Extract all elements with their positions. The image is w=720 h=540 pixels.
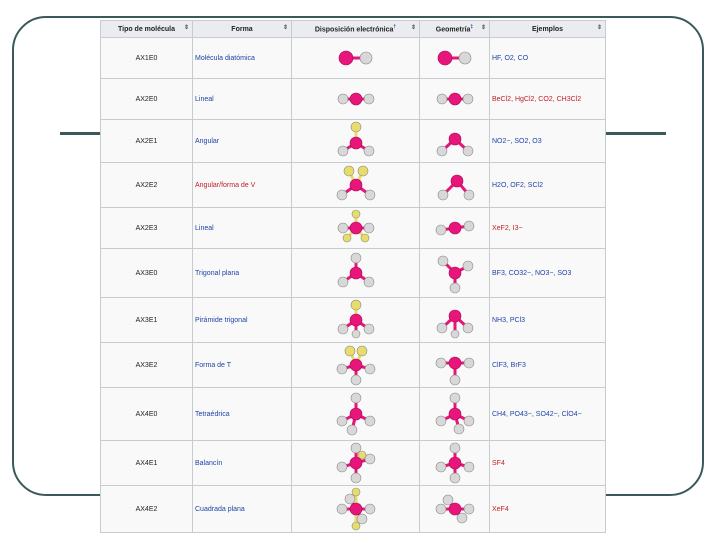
table-row (101, 208, 606, 249)
table-row (101, 163, 606, 208)
geometry-model (427, 388, 483, 440)
geometry-model (427, 163, 483, 207)
ligand-atom (365, 190, 375, 200)
electron-arrangement-model (328, 249, 384, 297)
electron-arrangement-model (328, 163, 384, 207)
electron-arrangement-model (328, 298, 384, 342)
ligand-atom (360, 52, 372, 64)
ligand-atom (365, 504, 375, 514)
ligand-atom (437, 146, 447, 156)
molecule-type: AX3E1 (101, 298, 193, 343)
central-atom (438, 51, 452, 65)
ligand-atom (364, 146, 374, 156)
molecule-type: AX3E2 (101, 343, 193, 388)
electron-arrangement-cell (292, 486, 420, 533)
ligand-atom (436, 358, 446, 368)
molecule-type: AX2E3 (101, 208, 193, 249)
central-atom (350, 93, 362, 105)
header-tipo[interactable] (101, 21, 193, 38)
geometry-model (427, 486, 483, 532)
header-ejemplos[interactable] (490, 21, 606, 38)
central-atom (449, 408, 461, 420)
molecule-type: AX2E2 (101, 163, 193, 208)
table-row (101, 486, 606, 533)
footnote-ref[interactable]: † (393, 24, 397, 31)
ligand-atom (364, 223, 374, 233)
lone-pair (344, 166, 354, 176)
examples[interactable]: NO2−, SO2, O3 (490, 120, 606, 163)
ligand-atom (436, 504, 446, 514)
molecule-type: AX3E0 (101, 249, 193, 298)
geometry-model (427, 86, 483, 112)
ligand-atom (437, 94, 447, 104)
geometry-model (427, 343, 483, 387)
lone-pair (352, 488, 360, 496)
table-row (101, 298, 606, 343)
ligand-atom (454, 424, 464, 434)
ligand-atom (436, 416, 446, 426)
geometry-cell (420, 79, 490, 120)
electron-arrangement-cell (292, 38, 420, 79)
lone-pair (357, 346, 367, 356)
header-disposicion[interactable] (292, 21, 420, 38)
shape-link[interactable]: Lineal (193, 208, 292, 249)
central-atom (449, 357, 461, 369)
geometry-cell (420, 249, 490, 298)
ligand-atom (463, 146, 473, 156)
central-atom (449, 133, 461, 145)
geometry-cell (420, 388, 490, 441)
ligand-atom (464, 221, 474, 231)
shape-link[interactable]: Angular (193, 120, 292, 163)
ligand-atom (464, 416, 474, 426)
ligand-atom (464, 462, 474, 472)
ligand-atom (338, 324, 348, 334)
shape-link[interactable]: Balancín (193, 441, 292, 486)
header-ejemplos-label: Ejemplos (531, 25, 564, 33)
geometry-cell (420, 120, 490, 163)
central-atom (339, 51, 353, 65)
central-atom (449, 93, 461, 105)
shape-link[interactable]: Trigonal plana (193, 249, 292, 298)
sort-icon[interactable]: ⇕ (596, 25, 602, 31)
ligand-atom (365, 454, 375, 464)
ligand-atom (337, 190, 347, 200)
central-atom (350, 179, 362, 191)
table-row (101, 388, 606, 441)
ligand-atom (338, 223, 348, 233)
central-atom (451, 175, 463, 187)
geometry-model (427, 120, 483, 162)
central-atom (449, 222, 461, 234)
ligand-atom (365, 364, 375, 374)
table-row (101, 343, 606, 388)
ligand-atom (459, 52, 471, 64)
examples[interactable]: BeCl2, HgCl2, CO2, CH3Cl2 (490, 79, 606, 120)
molecule-type: AX4E0 (101, 388, 193, 441)
ligand-atom (337, 462, 347, 472)
lone-pair (361, 234, 369, 242)
ligand-atom (351, 253, 361, 263)
central-atom (350, 457, 362, 469)
sort-icon[interactable]: ⇕ (282, 25, 288, 31)
examples[interactable]: ClF3, BrF3 (490, 343, 606, 388)
header-tipo-label: Tipo de molécula (117, 25, 176, 33)
examples[interactable]: XeF2, I3− (490, 208, 606, 249)
ligand-atom (351, 473, 361, 483)
electron-arrangement-cell (292, 249, 420, 298)
ligand-atom (338, 146, 348, 156)
ligand-atom (464, 504, 474, 514)
ligand-atom (436, 462, 446, 472)
header-geometria[interactable] (420, 21, 490, 38)
electron-arrangement-model (328, 208, 384, 248)
geometry-cell (420, 208, 490, 249)
ligand-atom (463, 94, 473, 104)
ligand-atom (463, 261, 473, 271)
geometry-cell (420, 343, 490, 388)
ligand-atom (347, 425, 357, 435)
central-atom (350, 267, 362, 279)
geometry-model (427, 45, 483, 71)
central-atom (449, 503, 461, 515)
electron-arrangement-model (328, 441, 384, 485)
ligand-atom (337, 364, 347, 374)
electron-arrangement-model (328, 86, 384, 112)
ligand-atom (464, 190, 474, 200)
lone-pair (358, 166, 368, 176)
lone-pair (352, 210, 360, 218)
table-row (101, 79, 606, 120)
shape-link[interactable]: Angular/forma de V (193, 163, 292, 208)
shape-link[interactable]: Lineal (193, 79, 292, 120)
central-atom (449, 267, 461, 279)
examples[interactable]: H2O, OF2, SCl2 (490, 163, 606, 208)
geometry-cell (420, 38, 490, 79)
ligand-atom (450, 283, 460, 293)
ligand-atom (364, 277, 374, 287)
ligand-atom (357, 514, 367, 524)
electron-arrangement-model (328, 120, 384, 162)
electron-arrangement-model (328, 343, 384, 387)
ligand-atom (463, 323, 473, 333)
molecule-type: AX2E0 (101, 79, 193, 120)
ligand-atom (451, 330, 459, 338)
ligand-atom (337, 416, 347, 426)
table-row (101, 441, 606, 486)
ligand-atom (352, 330, 360, 338)
lone-pair (351, 300, 361, 310)
ligand-atom (450, 443, 460, 453)
left-rule (60, 132, 102, 135)
electron-arrangement-model (328, 486, 384, 532)
examples[interactable]: HF, O2, CO (490, 38, 606, 79)
sort-icon[interactable]: ⇕ (410, 25, 416, 31)
geometry-cell (420, 298, 490, 343)
lone-pair (345, 346, 355, 356)
ligand-atom (438, 190, 448, 200)
geometry-model (427, 441, 483, 485)
lone-pair (352, 522, 360, 530)
table-row (101, 38, 606, 79)
ligand-atom (437, 323, 447, 333)
geometry-cell (420, 163, 490, 208)
sort-icon[interactable]: ⇕ (480, 25, 486, 31)
central-atom (350, 314, 362, 326)
ligand-atom (438, 256, 448, 266)
sort-icon[interactable]: ⇕ (183, 25, 189, 31)
ligand-atom (450, 473, 460, 483)
shape-link[interactable]: Pirámide trigonal (193, 298, 292, 343)
ligand-atom (351, 443, 361, 453)
electron-arrangement-cell (292, 298, 420, 343)
shape-link[interactable]: Molécula diatómica (193, 38, 292, 79)
central-atom (350, 359, 362, 371)
examples[interactable]: SF4 (490, 441, 606, 486)
ligand-atom (450, 375, 460, 385)
examples[interactable]: NH3, PCl3 (490, 298, 606, 343)
electron-arrangement-cell (292, 208, 420, 249)
ligand-atom (337, 504, 347, 514)
header-forma[interactable] (193, 21, 292, 38)
geometry-model (427, 249, 483, 297)
table-row (101, 120, 606, 163)
lone-pair (343, 234, 351, 242)
footnote-ref[interactable]: ‡ (470, 24, 474, 31)
central-atom (350, 408, 362, 420)
molecular-geometry-table (100, 20, 606, 533)
electron-arrangement-cell (292, 441, 420, 486)
examples[interactable]: BF3, CO32−, NO3−, SO3 (490, 249, 606, 298)
ligand-atom (443, 495, 453, 505)
shape-link[interactable]: Cuadrada plana (193, 486, 292, 533)
shape-link[interactable]: Tetraédrica (193, 388, 292, 441)
ligand-atom (450, 393, 460, 403)
geometry-cell (420, 486, 490, 533)
geometry-model (427, 208, 483, 248)
ligand-atom (351, 375, 361, 385)
ligand-atom (364, 324, 374, 334)
central-atom (449, 457, 461, 469)
electron-arrangement-cell (292, 79, 420, 120)
header-row (101, 21, 606, 38)
electron-arrangement-model (328, 45, 384, 71)
ligand-atom (345, 494, 355, 504)
central-atom (350, 137, 362, 149)
ligand-atom (464, 358, 474, 368)
electron-arrangement-cell (292, 343, 420, 388)
examples[interactable]: CH4, PO43−, SO42−, ClO4− (490, 388, 606, 441)
ligand-atom (364, 94, 374, 104)
ligand-atom (436, 225, 446, 235)
geometry-model (427, 298, 483, 342)
molecule-type: AX1E0 (101, 38, 193, 79)
electron-arrangement-cell (292, 163, 420, 208)
geometry-cell (420, 441, 490, 486)
table-row (101, 249, 606, 298)
ligand-atom (338, 94, 348, 104)
right-rule (604, 132, 666, 135)
central-atom (350, 222, 362, 234)
ligand-atom (351, 393, 361, 403)
central-atom (350, 503, 362, 515)
molecule-type: AX4E2 (101, 486, 193, 533)
header-forma-label: Forma (231, 25, 253, 33)
ligand-atom (365, 416, 375, 426)
electron-arrangement-model (328, 388, 384, 440)
header-geometria-label: Geometría (435, 26, 471, 34)
header-disposicion-label: Disposición electrónica (314, 26, 394, 34)
examples[interactable]: XeF4 (490, 486, 606, 533)
molecule-type: AX4E1 (101, 441, 193, 486)
shape-link[interactable]: Forma de T (193, 343, 292, 388)
electron-arrangement-cell (292, 120, 420, 163)
ligand-atom (457, 513, 467, 523)
central-atom (449, 310, 461, 322)
electron-arrangement-cell (292, 388, 420, 441)
lone-pair (351, 122, 361, 132)
molecule-type: AX2E1 (101, 120, 193, 163)
ligand-atom (338, 277, 348, 287)
